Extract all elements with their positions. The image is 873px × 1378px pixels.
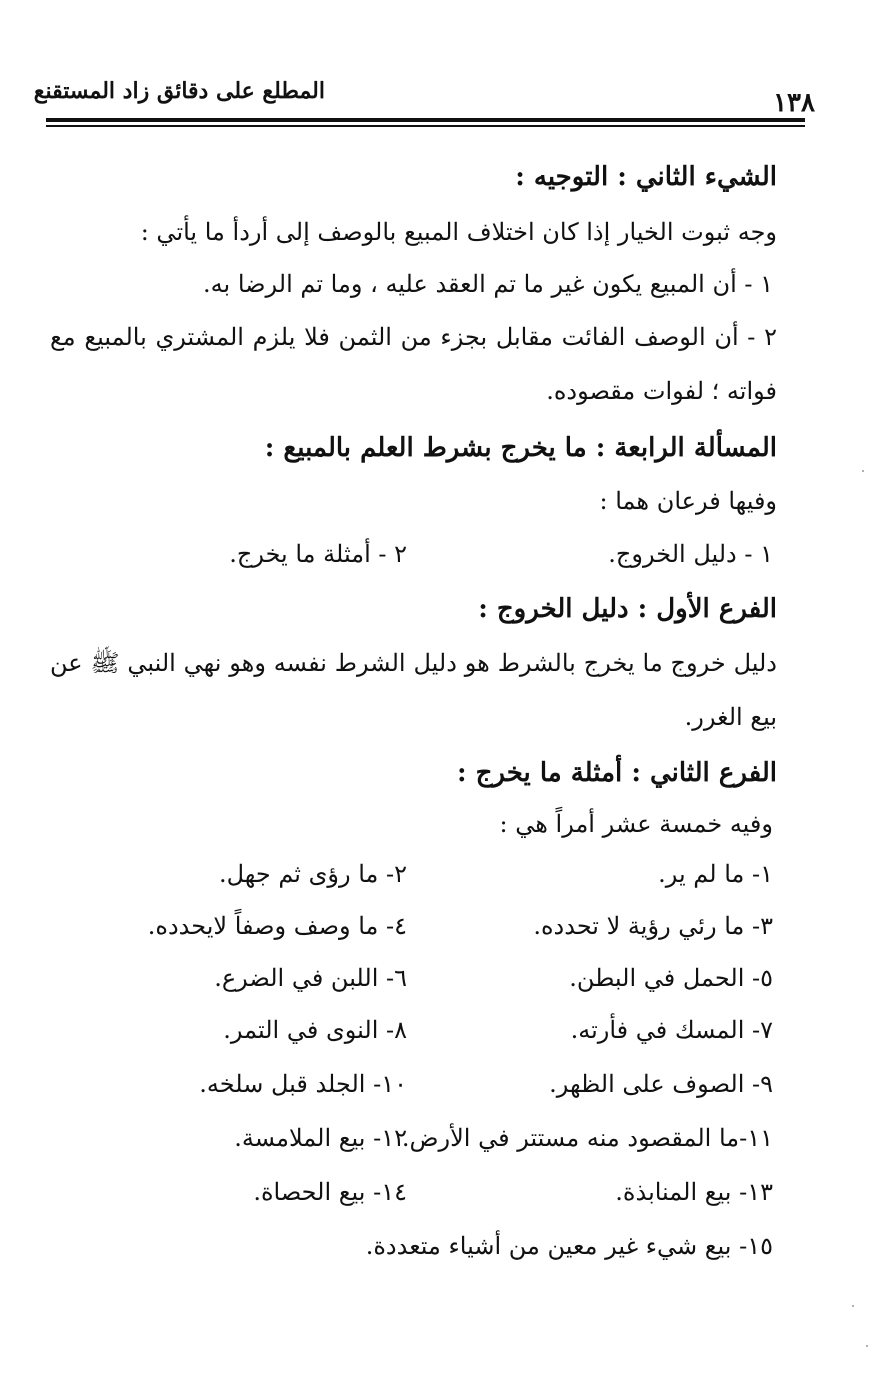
- running-header-title: المطلع على دقائق زاد المستقنع: [33, 78, 325, 104]
- far1-line-1: دليل خروج ما يخرج بالشرط هو دليل الشرط نفسه وهو نهي النبي ﷺ عن: [50, 649, 777, 677]
- branch-list-item-2: ٢ - أمثلة ما يخرج.: [229, 540, 407, 568]
- example-item: ٩- الصوف على الظهر.: [549, 1070, 773, 1098]
- example-item: ١٣- بيع المنابذة.: [615, 1178, 773, 1206]
- example-item: ٦- اللبن في الضرع.: [214, 964, 407, 992]
- far1-line-2: بيع الغرر.: [684, 703, 777, 731]
- example-item: ٧- المسك في فأرته.: [570, 1016, 773, 1044]
- example-item: ٤- ما وصف وصفاً لايحدده.: [147, 912, 407, 940]
- tawjih-intro: وجه ثبوت الخيار إذا كان اختلاف المبيع بالوصف إلى أردأ ما يأتي :: [140, 218, 777, 246]
- tawjih-point-2-line-1: ٢ - أن الوصف الفائت مقابل بجزء من الثمن فلا يلزم المشتري بالمبيع مع: [50, 323, 777, 351]
- heading-far1: الفرع الأول : دليل الخروج :: [478, 594, 777, 624]
- heading-masala: المسألة الرابعة : ما يخرج بشرط العلم بالمبيع :: [264, 433, 777, 463]
- example-item: ١٥- بيع شيء غير معين من أشياء متعددة.: [365, 1232, 773, 1260]
- heading-tawjih: الشيء الثاني : التوجيه :: [515, 162, 777, 192]
- example-item: ١- ما لم ير.: [658, 860, 773, 888]
- page-number: ١٣٨: [773, 88, 815, 118]
- example-item: ١٠- الجلد قبل سلخه.: [199, 1070, 407, 1098]
- branch-list-item-1: ١ - دليل الخروج.: [608, 540, 773, 568]
- example-item: ١٤- بيع الحصاة.: [253, 1178, 407, 1206]
- header-rule-thick: [46, 118, 805, 122]
- example-item: ١١-ما المقصود منه مستتر في الأرض.: [401, 1124, 773, 1152]
- scan-speck: [866, 1345, 868, 1347]
- example-item: ١٢- بيع الملامسة.: [234, 1124, 407, 1152]
- masala-intro: وفيها فرعان هما :: [599, 487, 777, 515]
- scan-speck: [852, 1305, 854, 1307]
- example-item: ٣- ما رئي رؤية لا تحدده.: [533, 912, 773, 940]
- example-item: ٢- ما رؤى ثم جهل.: [218, 860, 407, 888]
- tawjih-point-1: ١ - أن المبيع يكون غير ما تم العقد عليه ، وما تم الرضا به.: [203, 270, 773, 298]
- example-item: ٨- النوى في التمر.: [223, 1016, 407, 1044]
- header-rule-thin: [46, 125, 805, 127]
- heading-far2: الفرع الثاني : أمثلة ما يخرج :: [456, 758, 777, 788]
- example-item: ٥- الحمل في البطن.: [569, 964, 773, 992]
- tawjih-point-2-line-2: فواته ؛ لفوات مقصوده.: [546, 377, 777, 405]
- scan-speck: [862, 470, 864, 472]
- far2-intro: وفيه خمسة عشر أمراً هي :: [499, 810, 773, 838]
